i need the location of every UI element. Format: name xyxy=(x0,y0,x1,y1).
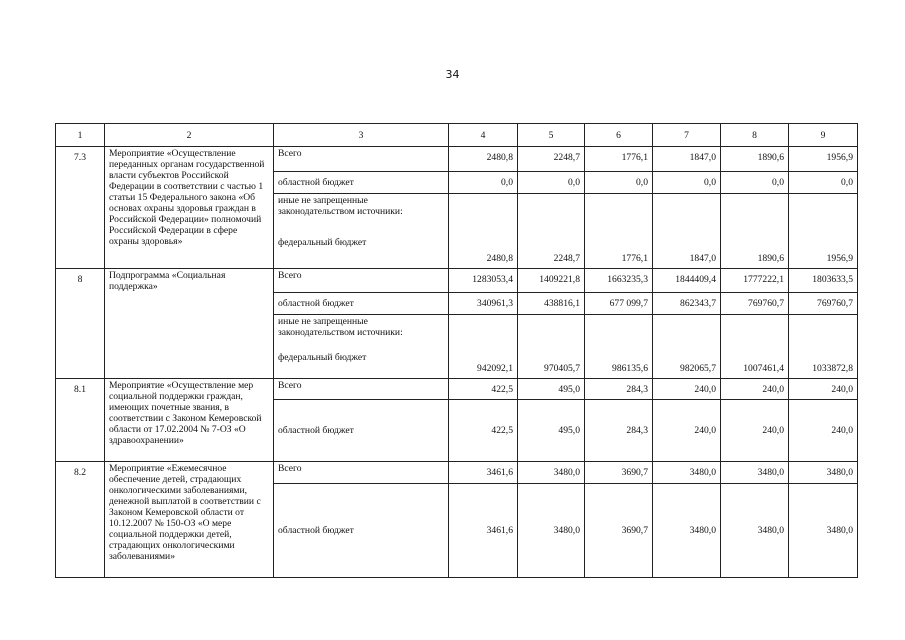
value-cell: 3480,0 xyxy=(789,462,858,484)
column-header: 6 xyxy=(585,124,653,147)
column-header: 8 xyxy=(721,124,789,147)
source-regional: областной бюджет xyxy=(274,293,449,315)
table-header-row xyxy=(56,124,858,147)
source-federal: федеральный бюджет xyxy=(278,352,367,363)
column-header: 3 xyxy=(274,124,449,147)
source-total: Всего xyxy=(274,269,449,293)
row-description: Мероприятие «Осуществление переданных органам государственной власти субъектов Российской Федерации в соответствии с частью 1 статьи 15 Федерального закона «Об основах охраны здоровья граждан в Российской Федерации» полномочий Российской Федерации в сфере охраны здоровья» xyxy=(105,147,274,269)
value-cell: 1007461,4 xyxy=(721,315,789,379)
row-description: Мероприятие «Ежемесячное обеспечение детей, страдающих онкологическими заболеваниями, денежной выплатой в соответствии с Законом Кемеровской области от 10.12.2007 № 150-ОЗ «О мере социальной поддержки детей, страдающих онкологическими заболеваниями» xyxy=(105,462,274,578)
value-cell: 769760,7 xyxy=(721,293,789,315)
table-row xyxy=(56,379,858,400)
table-row xyxy=(56,269,858,293)
value-cell: 1663235,3 xyxy=(585,269,653,293)
value-cell: 3480,0 xyxy=(518,462,585,484)
source-other-label: иные не запрещенные законодательством источники: xyxy=(278,316,403,338)
value-cell: 1776,1 xyxy=(585,147,653,172)
value-cell: 677 099,7 xyxy=(585,293,653,315)
value-cell: 3461,6 xyxy=(449,462,518,484)
value-cell: 495,0 xyxy=(518,379,585,400)
value-cell: 2248,7 xyxy=(518,194,585,269)
value-cell: 340961,3 xyxy=(449,293,518,315)
value-cell: 3480,0 xyxy=(721,462,789,484)
row-description: Подпрограмма «Социальная поддержка» xyxy=(105,269,274,379)
source-total: Всего xyxy=(274,147,449,172)
value-cell: 240,0 xyxy=(789,379,858,400)
value-cell: 3480,0 xyxy=(721,484,789,578)
row-number: 8.2 xyxy=(56,462,105,578)
value-cell: 1777222,1 xyxy=(721,269,789,293)
value-cell: 438816,1 xyxy=(518,293,585,315)
table-row xyxy=(56,462,858,484)
column-header: 1 xyxy=(56,124,105,147)
source-total: Всего xyxy=(274,379,449,400)
value-cell: 3690,7 xyxy=(585,484,653,578)
value-cell: 0,0 xyxy=(653,172,721,194)
table-row xyxy=(56,147,858,172)
row-description: Мероприятие «Осуществление мер социальной поддержки граждан, имеющих почетные звания, в соответствии с Законом Кемеровской области от 17.02.2004 № 7-ОЗ «О здравоохранении» xyxy=(105,379,274,462)
value-cell: 2248,7 xyxy=(518,147,585,172)
value-cell: 1890,6 xyxy=(721,194,789,269)
value-cell: 1956,9 xyxy=(789,194,858,269)
column-header: 7 xyxy=(653,124,721,147)
value-cell: 1844409,4 xyxy=(653,269,721,293)
column-header: 9 xyxy=(789,124,858,147)
row-number: 8.1 xyxy=(56,379,105,462)
source-other-label: иные не запрещенные законодательством источники: xyxy=(278,195,403,217)
value-cell: 2480,8 xyxy=(449,194,518,269)
source-regional: областной бюджет xyxy=(274,172,449,194)
value-cell: 284,3 xyxy=(585,379,653,400)
source-regional: областной бюджет xyxy=(274,484,449,578)
column-header: 5 xyxy=(518,124,585,147)
value-cell: 0,0 xyxy=(789,172,858,194)
source-total: Всего xyxy=(274,462,449,484)
value-cell: 0,0 xyxy=(721,172,789,194)
value-cell: 3480,0 xyxy=(518,484,585,578)
value-cell: 1890,6 xyxy=(721,147,789,172)
value-cell: 1033872,8 xyxy=(789,315,858,379)
value-cell: 3480,0 xyxy=(789,484,858,578)
column-header: 2 xyxy=(105,124,274,147)
value-cell: 3480,0 xyxy=(653,484,721,578)
value-cell: 1803633,5 xyxy=(789,269,858,293)
value-cell: 422,5 xyxy=(449,400,518,462)
value-cell: 240,0 xyxy=(653,400,721,462)
value-cell: 0,0 xyxy=(449,172,518,194)
value-cell: 3480,0 xyxy=(653,462,721,484)
page-number: 34 xyxy=(445,68,460,81)
value-cell: 970405,7 xyxy=(518,315,585,379)
value-cell: 1409221,8 xyxy=(518,269,585,293)
value-cell: 240,0 xyxy=(721,400,789,462)
value-cell: 942092,1 xyxy=(449,315,518,379)
value-cell: 240,0 xyxy=(653,379,721,400)
value-cell: 1956,9 xyxy=(789,147,858,172)
value-cell: 3461,6 xyxy=(449,484,518,578)
value-cell: 422,5 xyxy=(449,379,518,400)
value-cell: 284,3 xyxy=(585,400,653,462)
value-cell: 2480,8 xyxy=(449,147,518,172)
value-cell: 3690,7 xyxy=(585,462,653,484)
value-cell: 1847,0 xyxy=(653,147,721,172)
value-cell: 982065,7 xyxy=(653,315,721,379)
column-header: 4 xyxy=(449,124,518,147)
row-number: 7.3 xyxy=(56,147,105,269)
budget-table xyxy=(55,123,858,578)
value-cell: 0,0 xyxy=(518,172,585,194)
value-cell: 240,0 xyxy=(789,400,858,462)
value-cell: 1776,1 xyxy=(585,194,653,269)
source-regional: областной бюджет xyxy=(274,400,449,462)
value-cell: 986135,6 xyxy=(585,315,653,379)
value-cell: 0,0 xyxy=(585,172,653,194)
source-other xyxy=(274,315,449,379)
source-federal: федеральный бюджет xyxy=(278,237,367,248)
value-cell: 495,0 xyxy=(518,400,585,462)
value-cell: 769760,7 xyxy=(789,293,858,315)
value-cell: 862343,7 xyxy=(653,293,721,315)
value-cell: 1847,0 xyxy=(653,194,721,269)
value-cell: 1283053,4 xyxy=(449,269,518,293)
row-number: 8 xyxy=(56,269,105,379)
value-cell: 240,0 xyxy=(721,379,789,400)
source-other xyxy=(274,194,449,269)
